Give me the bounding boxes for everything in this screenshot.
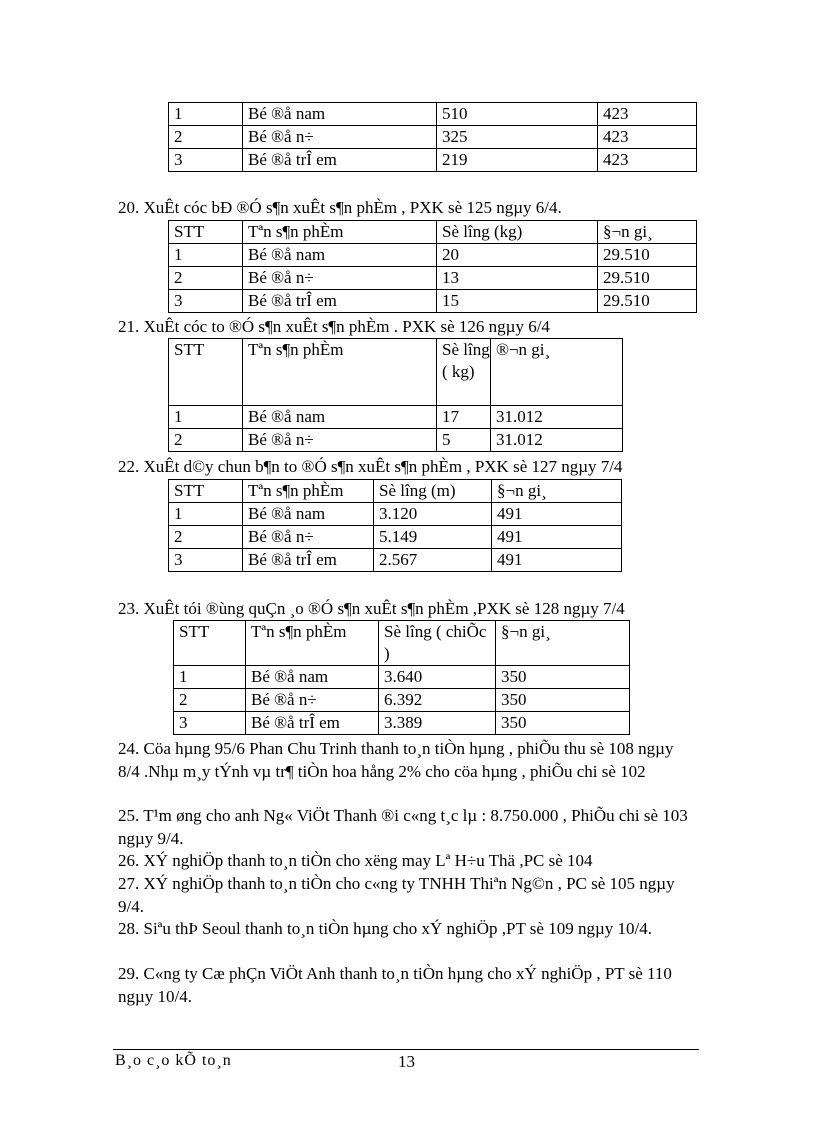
- item-28: 28. Siªu thÞ Seoul thanh to¸n tiÒn hµng cho xÝ nghiÖp ,PT sè 109 ngµy 10/4.: [118, 919, 652, 938]
- table-row: 2 Bé ®å n÷ 325 423: [169, 126, 697, 149]
- item-27: 27. XÝ nghiÖp thanh to¸n tiÒn cho c«ng ty TNHH Thiªn Ng©n , PC sè 105 ngµy 9/4.: [118, 874, 675, 916]
- table-row: 3 Bé ®å trÎ em 3.389 350: [174, 712, 630, 735]
- section-20-heading: 20. XuÊt cóc bÐ ®Ó s¶n xuÊt s¶n phÈm , PXK sè 125 ngµy 6/4.: [118, 198, 562, 217]
- table-header-row: STT Tªn s¶n phÈm Sè lîng (kg) §¬n gi¸: [169, 221, 697, 244]
- item-29: 29. C«ng ty Cæ phÇn ViÖt Anh thanh to¸n tiÒn hµng cho xÝ nghiÖp , PT sè 110 ngµy 10/4.: [118, 964, 672, 1006]
- table-row: 2 Bé ®å n÷ 5 31.012: [169, 429, 623, 452]
- table-row: 1 Bé ®å nam 510 423: [169, 103, 697, 126]
- table-top: [168, 102, 697, 172]
- table-section-22: [168, 479, 622, 572]
- table-section-23: [173, 620, 630, 735]
- item-24: 24. Cöa hµng 95/6 Phan Chu Trinh thanh to¸n tiÒn hµng , phiÕu thu sè 108 ngµy 8/4 .Nhµ m¸y tÝnh vµ tr¶ tiÒn hoa hång 2% cho cöa hµng , phiÕu chi sè 102: [118, 739, 674, 781]
- section-23-heading: 23. XuÊt tói ®ùng quÇn ¸o ®Ó s¶n xuÊt s¶n phÈm ,PXK sè 128 ngµy 7/4: [118, 599, 625, 618]
- table-row: 1 Bé ®å nam 3.120 491: [169, 503, 622, 526]
- footer-divider: [113, 1049, 699, 1050]
- table-row: 3 Bé ®å trÎ em 219 423: [169, 149, 697, 172]
- page-number: 13: [398, 1052, 415, 1071]
- table-header-row: STT Tªn s¶n phÈm Sè lîng ( kg) ®¬n gi¸: [169, 339, 623, 406]
- table-row: 3 Bé ®å trÎ em 15 29.510: [169, 290, 697, 313]
- table-row: 2 Bé ®å n÷ 5.149 491: [169, 526, 622, 549]
- table-section-20: [168, 220, 697, 313]
- table-row: 1 Bé ®å nam 17 31.012: [169, 406, 623, 429]
- footer-title: B¸o c¸o kÕ to¸n: [115, 1052, 232, 1069]
- section-22-heading: 22. XuÊt d©y chun b¶n to ®Ó s¶n xuÊt s¶n phÈm , PXK sè 127 ngµy 7/4: [118, 457, 623, 476]
- table-row: 2 Bé ®å n÷ 6.392 350: [174, 689, 630, 712]
- table-row: 1 Bé ®å nam 3.640 350: [174, 666, 630, 689]
- item-25: 25. T¹m øng cho anh Ng« ViÖt Thanh ®i c«ng t¸c lµ : 8.750.000 , PhiÕu chi sè 103 ngµy 9/4.: [118, 806, 688, 848]
- table-row: 2 Bé ®å n÷ 13 29.510: [169, 267, 697, 290]
- section-21-heading: 21. XuÊt cóc to ®Ó s¶n xuÊt s¶n phÈm . PXK sè 126 ngµy 6/4: [118, 317, 550, 336]
- table-header-row: STT Tªn s¶n phÈm Sè lîng ( chiÕc ) §¬n gi¸: [174, 621, 630, 666]
- table-section-21: [168, 338, 623, 452]
- table-row: 1 Bé ®å nam 20 29.510: [169, 244, 697, 267]
- table-row: 3 Bé ®å trÎ em 2.567 491: [169, 549, 622, 572]
- item-26: 26. XÝ nghiÖp thanh to¸n tiÒn cho xëng may Lª H÷u Thä ,PC sè 104: [118, 851, 593, 870]
- table-header-row: STT Tªn s¶n phÈm Sè lîng (m) §¬n gi¸: [169, 480, 622, 503]
